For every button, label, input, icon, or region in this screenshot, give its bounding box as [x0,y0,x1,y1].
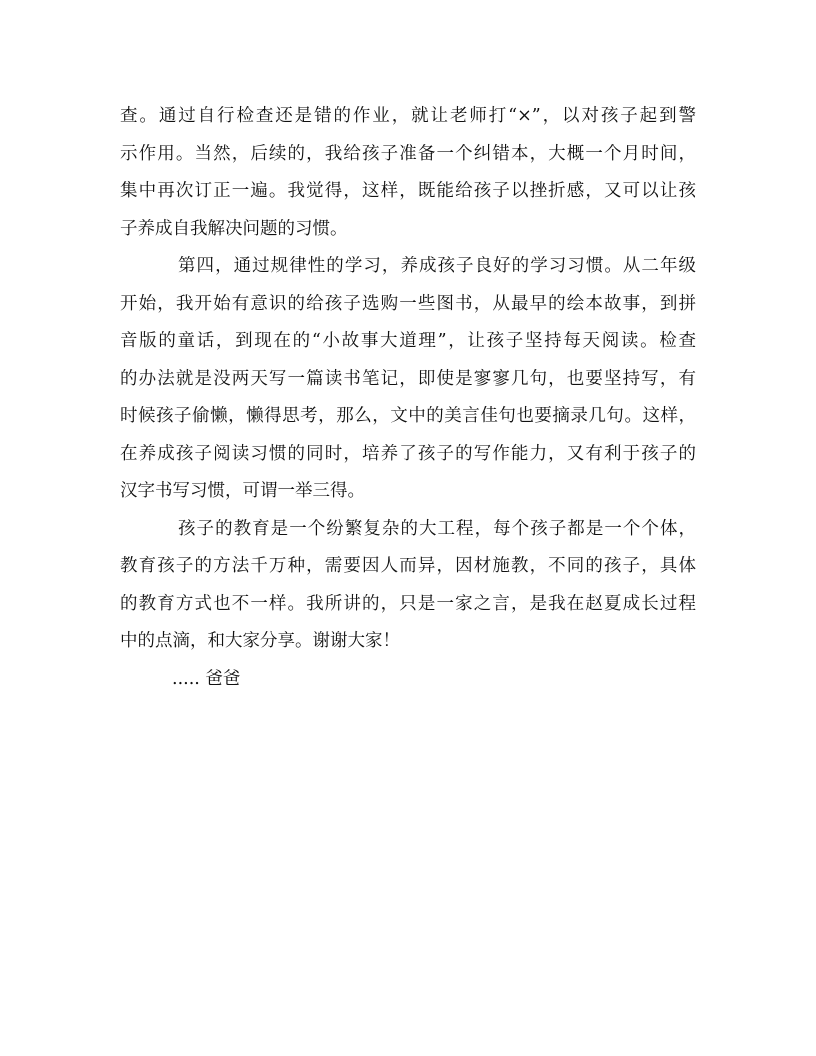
text-line: 时候孩子偷懒，懒得思考，那么，文中的美言佳句也要摘录几句。这样， [120,406,696,426]
text-line: 第四，通过规律性的学习，养成孩子良好的学习习惯。从二年级 [178,256,696,276]
text-line: 查。通过自行检查还是错的作业，就让老师打“×”，以对孩子起到警 [120,106,696,126]
text-line: 开始，我开始有意识的给孩子选购一些图书，从最早的绘本故事，到拼 [120,293,696,314]
text-line: 汉字书写习惯，可谓一举三得。 [120,481,365,501]
paragraph-2 [120,248,696,511]
text-line: 集中再次订正一遍。我觉得，这样，既能给孩子以挫折感，又可以让孩 [120,181,696,201]
text-line: 孩子的教育是一个纷繁复杂的大工程，每个孩子都是一个个体， [178,518,696,539]
paragraph-1 [120,98,696,248]
text-line: 中的点滴，和大家分享。谢谢大家！ [120,631,400,651]
text-line: 在养成孩子阅读习惯的同时，培养了孩子的写作能力，又有利于孩子的 [120,443,696,464]
signature: ..... 爸爸 [172,668,241,689]
paragraph-3 [120,511,696,661]
text-line: 教育孩子的方法千万种，需要因人而异，因材施教，不同的孩子，具体 [120,556,696,576]
text-line: 音版的童话，到现在的“小故事大道理”，让孩子坚持每天阅读。检查 [120,331,696,351]
text-line: 示作用。当然，后续的，我给孩子准备一个纠错本，大概一个月时间， [120,143,696,164]
text-line: 的办法就是没两天写一篇读书笔记，即使是寥寥几句，也要坚持写，有 [120,368,696,389]
text-line: 子养成自我解决问题的习惯。 [120,218,348,239]
document-body [120,98,696,698]
text-line: 的教育方式也不一样。我所讲的，只是一家之言，是我在赵夏成长过程 [120,593,696,614]
